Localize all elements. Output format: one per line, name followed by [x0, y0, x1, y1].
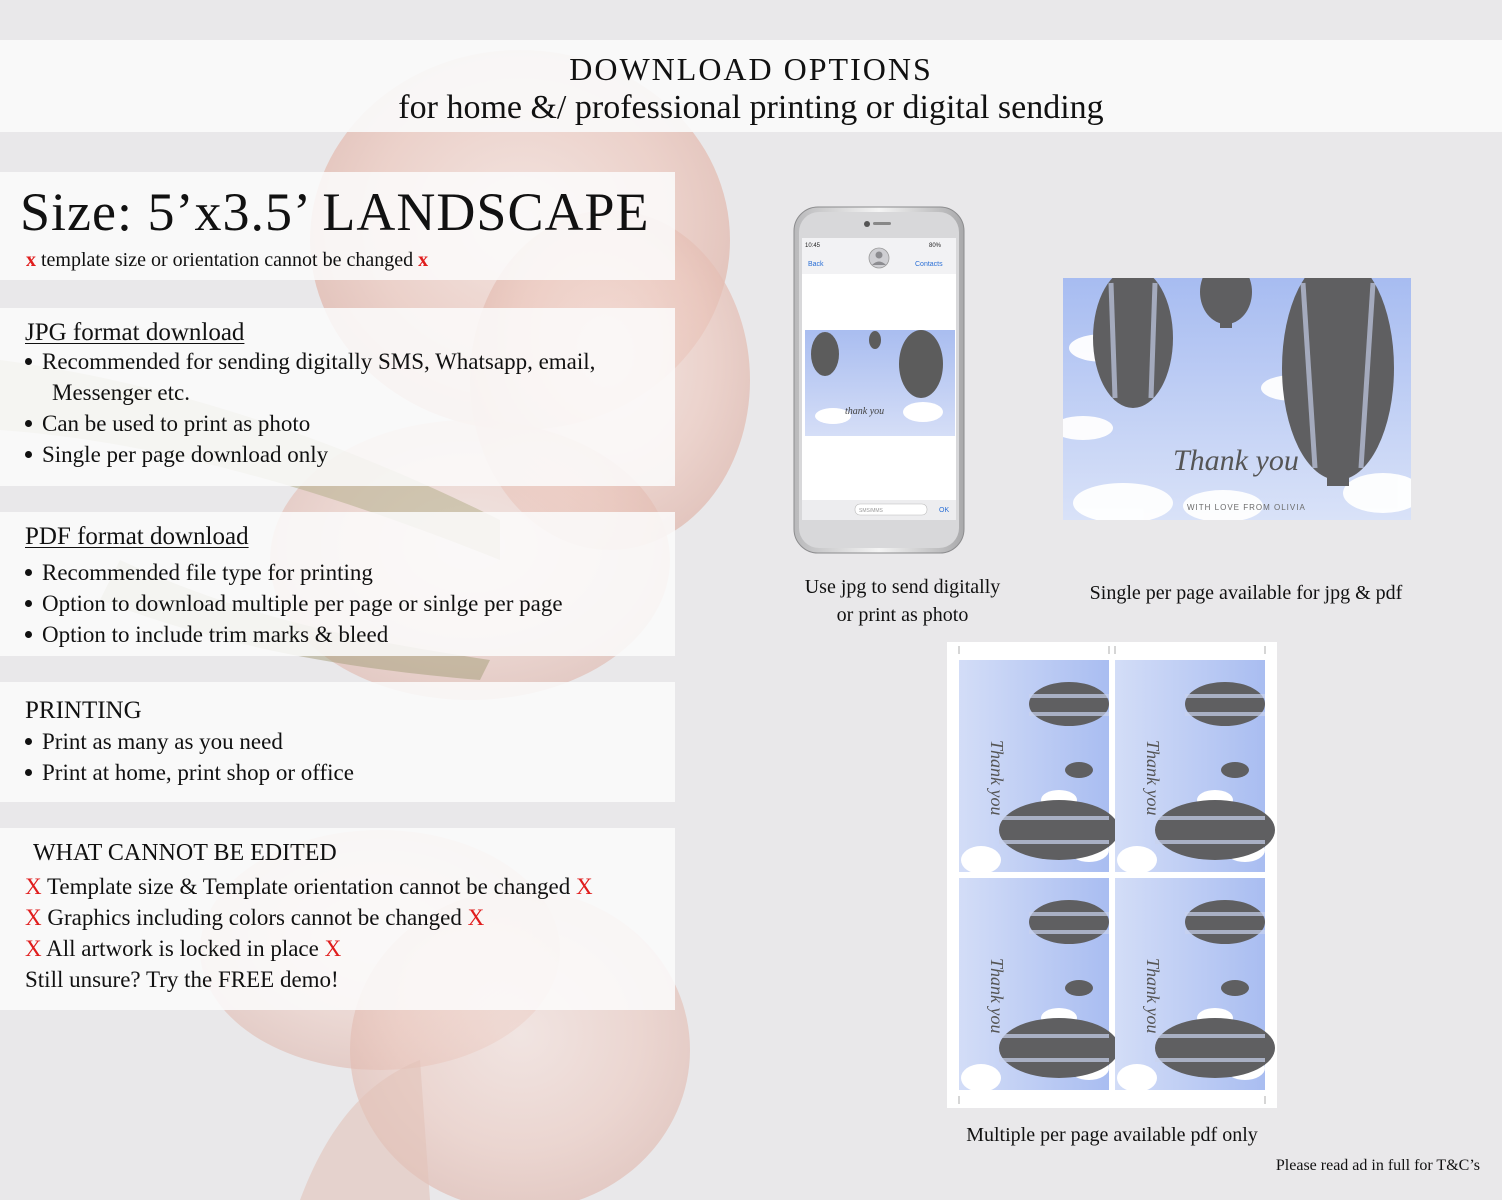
svg-text:Contacts: Contacts: [915, 261, 943, 268]
single-card-preview-image: [1063, 278, 1411, 520]
phone-mockup-image: [793, 206, 965, 554]
demo-line: Still unsure? Try the FREE demo!: [25, 967, 339, 992]
multi-card-sheet-preview: [947, 642, 1277, 1108]
list-item: Recommended for sending digitally SMS, Whatsapp, email,: [25, 346, 595, 377]
printing-panel: [0, 682, 675, 802]
list-item: X Template size & Template orientation cannot be changed X: [25, 874, 593, 899]
svg-text:WITH LOVE FROM OLIVIA: WITH LOVE FROM OLIVIA: [1187, 503, 1306, 512]
list-item: X All artwork is locked in place X: [25, 936, 342, 961]
bullet-icon: [25, 600, 32, 607]
x-mark-icon: x: [26, 249, 36, 271]
list-item: Option to download multiple per page or sinlge per page: [25, 588, 563, 619]
svg-text:80%: 80%: [929, 243, 942, 249]
header-subtitle: for home &/ professional printing or digital sending: [398, 89, 1104, 126]
list-item: Option to include trim marks & bleed: [25, 619, 388, 650]
bullet-icon: [25, 631, 32, 638]
jpg-heading: JPG format download: [25, 319, 245, 346]
x-mark-icon: x: [418, 249, 429, 271]
list-item: Can be used to print as photo: [25, 408, 310, 439]
header-band: [0, 40, 1502, 132]
multi-card-sheet-image: [947, 642, 1277, 1108]
pdf-panel: [0, 512, 675, 656]
header-title: DOWNLOAD OPTIONS: [569, 51, 933, 87]
x-mark-icon: X: [25, 905, 42, 930]
svg-text:Thank you: Thank you: [1173, 444, 1299, 477]
svg-text:thank you: thank you: [845, 406, 885, 417]
pdf-heading: PDF format download: [25, 523, 249, 550]
x-mark-icon: X: [324, 936, 342, 961]
list-item: Messenger etc.: [52, 380, 190, 405]
bullet-icon: [25, 451, 32, 458]
svg-text:SMS/MMS: SMS/MMS: [859, 508, 883, 514]
x-mark-icon: X: [25, 936, 42, 961]
list-item: Single per page download only: [25, 439, 328, 470]
x-mark-icon: X: [467, 905, 485, 930]
printing-heading: PRINTING: [25, 697, 142, 724]
jpg-panel: [0, 308, 675, 486]
bullet-icon: [25, 358, 32, 365]
size-title: Size: 5’x3.5’ LANDSCAPE: [20, 182, 650, 242]
size-note: [26, 246, 428, 274]
list-item: X Graphics including colors cannot be changed X: [25, 905, 485, 930]
list-item: Print as many as you need: [25, 726, 283, 757]
list-item: Recommended file type for printing: [25, 557, 373, 588]
cannot-edit-heading: WHAT CANNOT BE EDITED: [33, 840, 337, 866]
size-note-text: template size or orientation cannot be changed: [36, 249, 419, 271]
cannot-edit-panel: [0, 828, 675, 1010]
bullet-icon: [25, 738, 32, 745]
phone-caption: Use jpg to send digitally or print as photo: [804, 576, 1001, 626]
x-mark-icon: X: [575, 874, 593, 899]
single-caption: Single per page available for jpg & pdf: [1089, 582, 1403, 604]
svg-text:OK: OK: [939, 507, 950, 514]
bullet-icon: [25, 420, 32, 427]
svg-text:Back: Back: [808, 261, 824, 268]
footnote: Please read ad in full for T&C’s: [1275, 1157, 1480, 1174]
x-mark-icon: X: [25, 874, 42, 899]
multiple-caption: Multiple per page available pdf only: [966, 1124, 1258, 1146]
bullet-icon: [25, 769, 32, 776]
size-panel: [0, 172, 675, 280]
svg-text:10:45: 10:45: [805, 243, 821, 249]
bullet-icon: [25, 569, 32, 576]
list-item: Print at home, print shop or office: [25, 757, 354, 788]
